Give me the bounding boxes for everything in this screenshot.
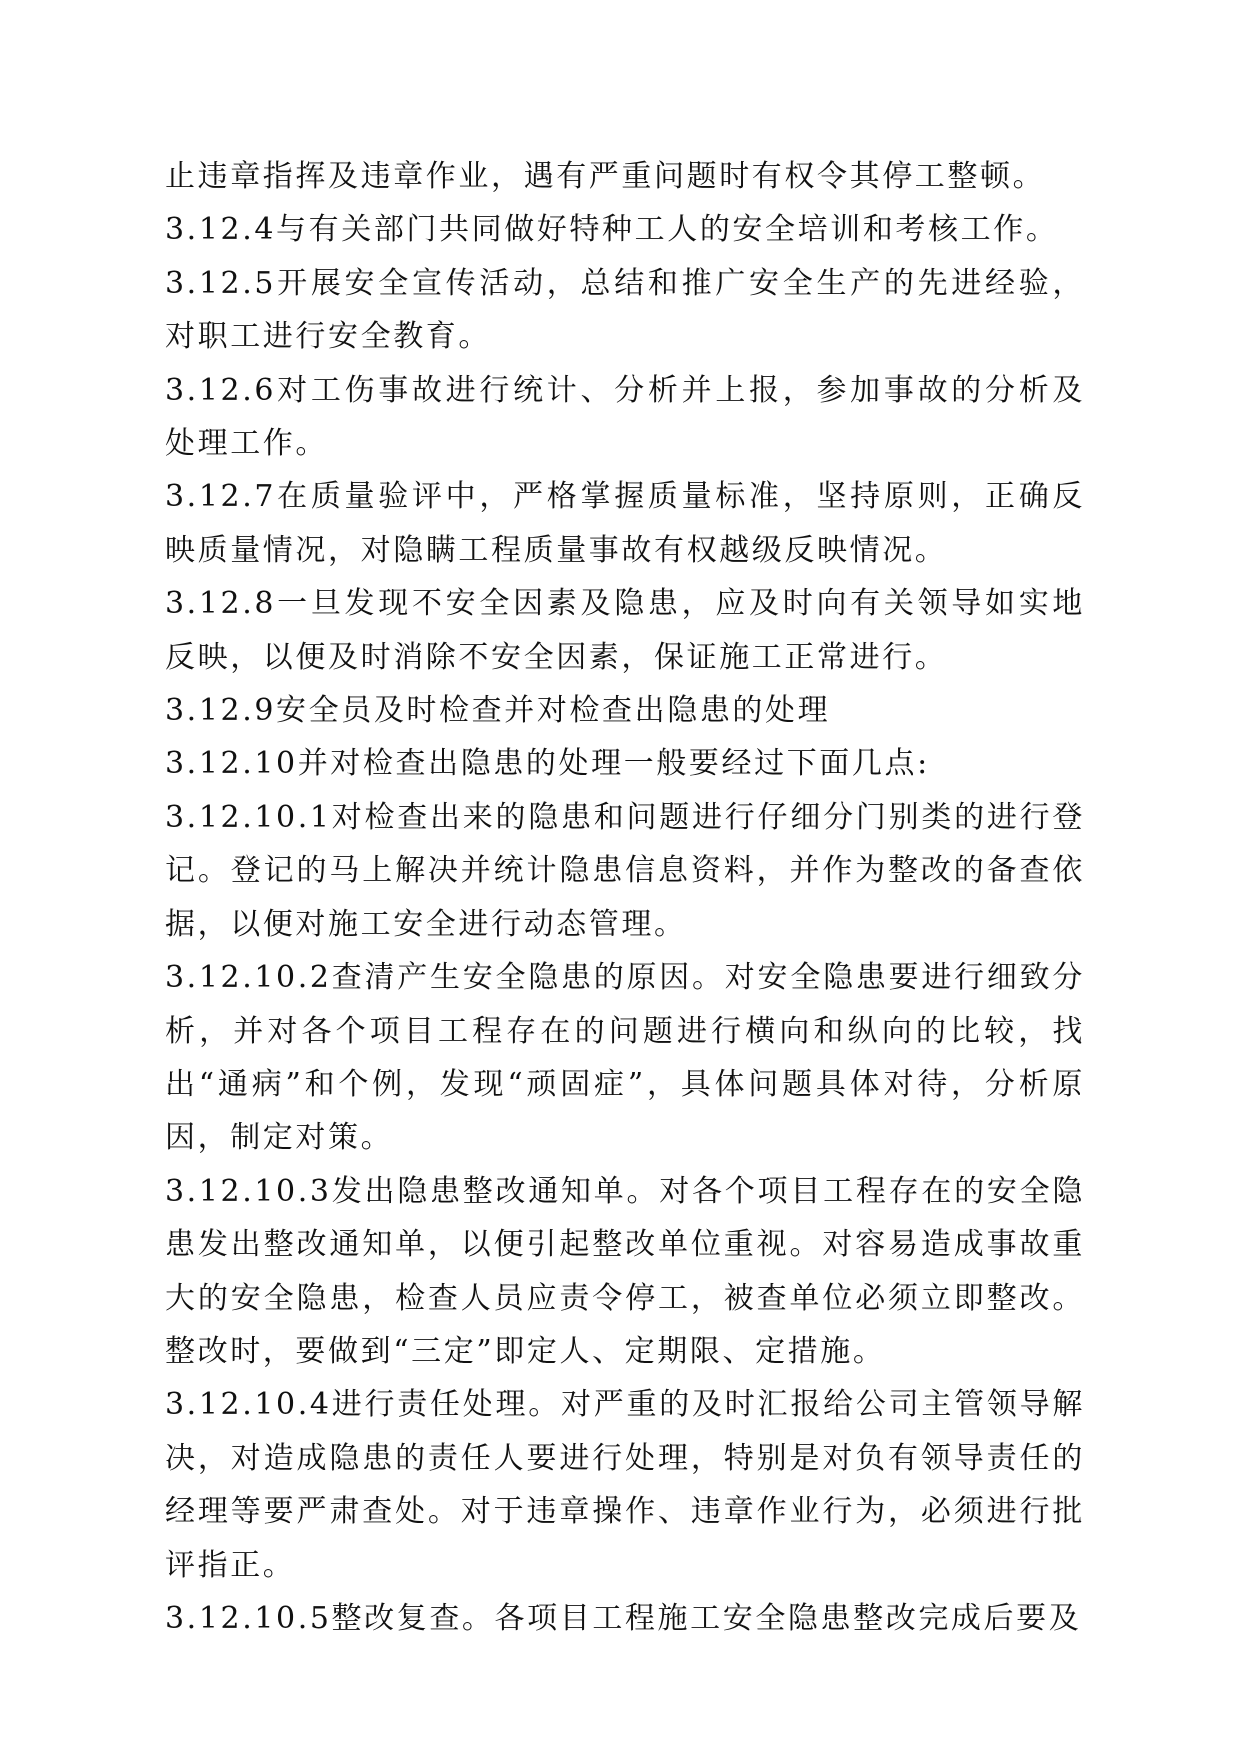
paragraph-continuation: 止违章指挥及违章作业，遇有严重问题时有权令其停工整顿。 <box>165 159 1046 194</box>
paragraph-3-12-10-5: 3.12.10.5整改复查。各项目工程施工安全隐患整改完成后要及 <box>165 1600 1082 1636</box>
paragraph-3-12-10-3: 3.12.10.3发出隐患整改通知单。对各个项目工程存在的安全隐患发出整改通知单，以便引起整改单位重视。对容易造成事故重大的安全隐患，检查人员应责令停工，被查单位必须立即整改。整改时，要做到“三定”即定人、定期限、定措施。 <box>165 1173 1085 1369</box>
paragraph-3-12-10-1: 3.12.10.1对检查出来的隐患和问题进行仔细分门别类的进行登记。登记的马上解决并统计隐患信息资料，并作为整改的备查依据，以便对施工安全进行动态管理。 <box>165 799 1085 942</box>
paragraph-3-12-6: 3.12.6对工伤事故进行统计、分析并上报，参加事故的分析及处理工作。 <box>165 372 1085 462</box>
paragraph-3-12-10-2: 3.12.10.2查清产生安全隐患的原因。对安全隐患要进行细致分析，并对各个项目工程存在的问题进行横向和纵向的比较，找出“通病”和个例，发现“顽固症”，具体问题具体对待，分析原因，制定对策。 <box>165 960 1085 1156</box>
paragraph-3-12-10: 3.12.10并对检查出隐患的处理一般要经过下面几点: <box>165 746 930 782</box>
paragraph-3-12-8: 3.12.8一旦发现不安全因素及隐患，应及时向有关领导如实地反映，以便及时消除不安全因素，保证施工正常进行。 <box>165 586 1085 675</box>
paragraph-3-12-4: 3.12.4与有关部门共同做好特种工人的安全培训和考核工作。 <box>165 212 1059 248</box>
paragraph-3-12-9: 3.12.9安全员及时检查并对检查出隐患的处理 <box>165 693 831 729</box>
paragraph-3-12-5: 3.12.5开展安全宣传活动，总结和推广安全生产的先进经验，对职工进行安全教育。 <box>165 265 1085 355</box>
paragraph-3-12-7: 3.12.7在质量验评中，严格掌握质量标准，坚持原则，正确反映质量情况，对隐瞒工程质量事故有权越级反映情况。 <box>165 479 1085 568</box>
paragraph-3-12-10-4: 3.12.10.4进行责任处理。对严重的及时汇报给公司主管领导解决，对造成隐患的责任人要进行处理，特别是对负有领导责任的经理等要严肃查处。对于违章操作、违章作业行为，必须进行批评指正。 <box>165 1387 1085 1583</box>
document-body <box>165 150 1085 1645</box>
